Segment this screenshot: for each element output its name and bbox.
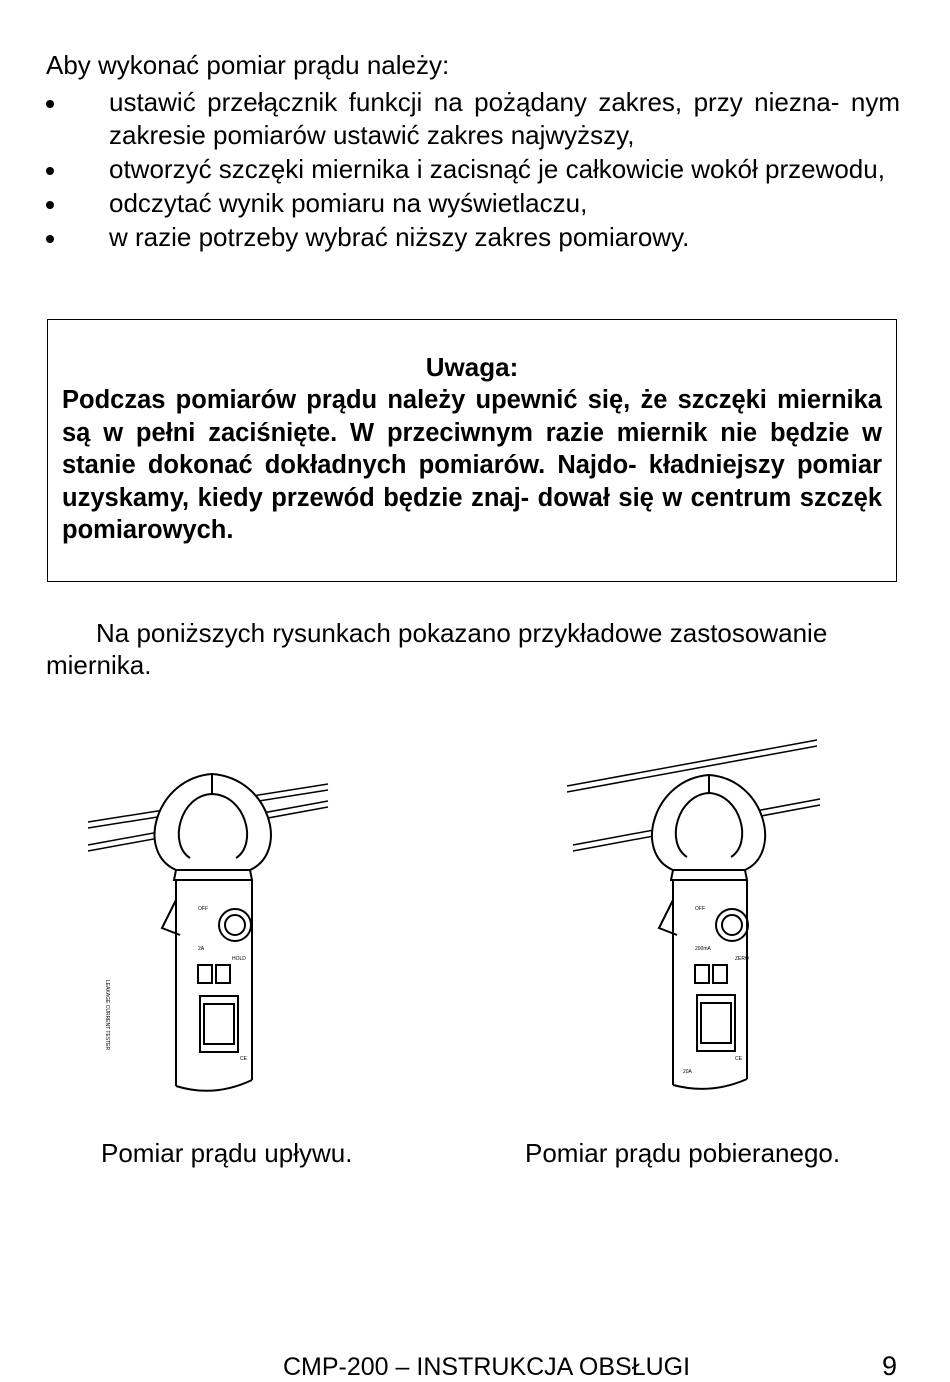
bullet-icon bbox=[46, 201, 54, 209]
clamp-meter-illustration bbox=[652, 775, 765, 1089]
instruction-list bbox=[46, 86, 900, 255]
ce-mark: CE bbox=[735, 1056, 742, 1062]
range-off-label: OFF bbox=[695, 906, 705, 912]
figure-caption-load: Pomiar prądu pobieranego. bbox=[525, 1138, 841, 1168]
list-item bbox=[46, 221, 900, 254]
figure-leakage-measurement bbox=[80, 760, 340, 1100]
bullet-icon bbox=[46, 167, 54, 175]
list-item bbox=[46, 86, 900, 152]
range-a-label: 2A bbox=[198, 946, 205, 952]
warning-text: Podczas pomiarów prądu należy upewnić się, że szczęki miernika są w pełni zaciśnięte. W przeciwnym razie miernik nie będzie w stanie dokonać dokładnych pomiarów. Najdo- kładniejszy pomiar uzyskamy, kiedy przewód będzie znaj- dował się w centrum szczęk pomiarowych. bbox=[62, 386, 882, 544]
bullet-icon bbox=[46, 235, 54, 243]
intro-text: Aby wykonać pomiar prądu należy: bbox=[46, 50, 450, 80]
warning-title: Uwaga: bbox=[425, 352, 519, 382]
bullet-icon bbox=[46, 100, 54, 108]
list-item-text: ustawić przełącznik funkcji na pożądany zakres, przy niezna- nym zakresie pomiarów ustawić zakres najwyższy, bbox=[109, 87, 900, 150]
warning-box bbox=[47, 319, 897, 582]
list-item bbox=[46, 153, 900, 186]
hold-button-label: HOLD bbox=[232, 956, 246, 962]
range-b-label: 200mA bbox=[695, 946, 711, 952]
range-c-label: 20A bbox=[683, 1069, 692, 1075]
list-item-text: otworzyć szczęki miernika i zacisnąć je całkowicie wokół przewodu, bbox=[109, 154, 885, 184]
list-item bbox=[46, 187, 900, 220]
list-item-text: odczytać wynik pomiaru na wyświetlaczu, bbox=[109, 188, 588, 218]
figure-load-measurement bbox=[565, 735, 830, 1095]
zero-button-label: ZERO bbox=[735, 956, 749, 962]
list-item-text: w razie potrzeby wybrać niższy zakres pomiarowy. bbox=[109, 222, 690, 252]
device-label: LEAKAGE CURRENT TESTER bbox=[104, 980, 110, 1051]
clamp-meter-illustration bbox=[155, 774, 271, 1091]
figure-caption-leakage: Pomiar prądu upływu. bbox=[101, 1138, 353, 1168]
range-off-label: OFF bbox=[198, 906, 208, 912]
page-footer: CMP-200 – INSTRUKCJA OBSŁUGI bbox=[283, 1353, 691, 1381]
figures-intro-paragraph: Na poniższych rysunkach pokazano przykładowe zastosowanie miernika. bbox=[46, 618, 828, 680]
ce-mark: CE bbox=[240, 1056, 247, 1062]
page-number: 9 bbox=[882, 1351, 898, 1381]
